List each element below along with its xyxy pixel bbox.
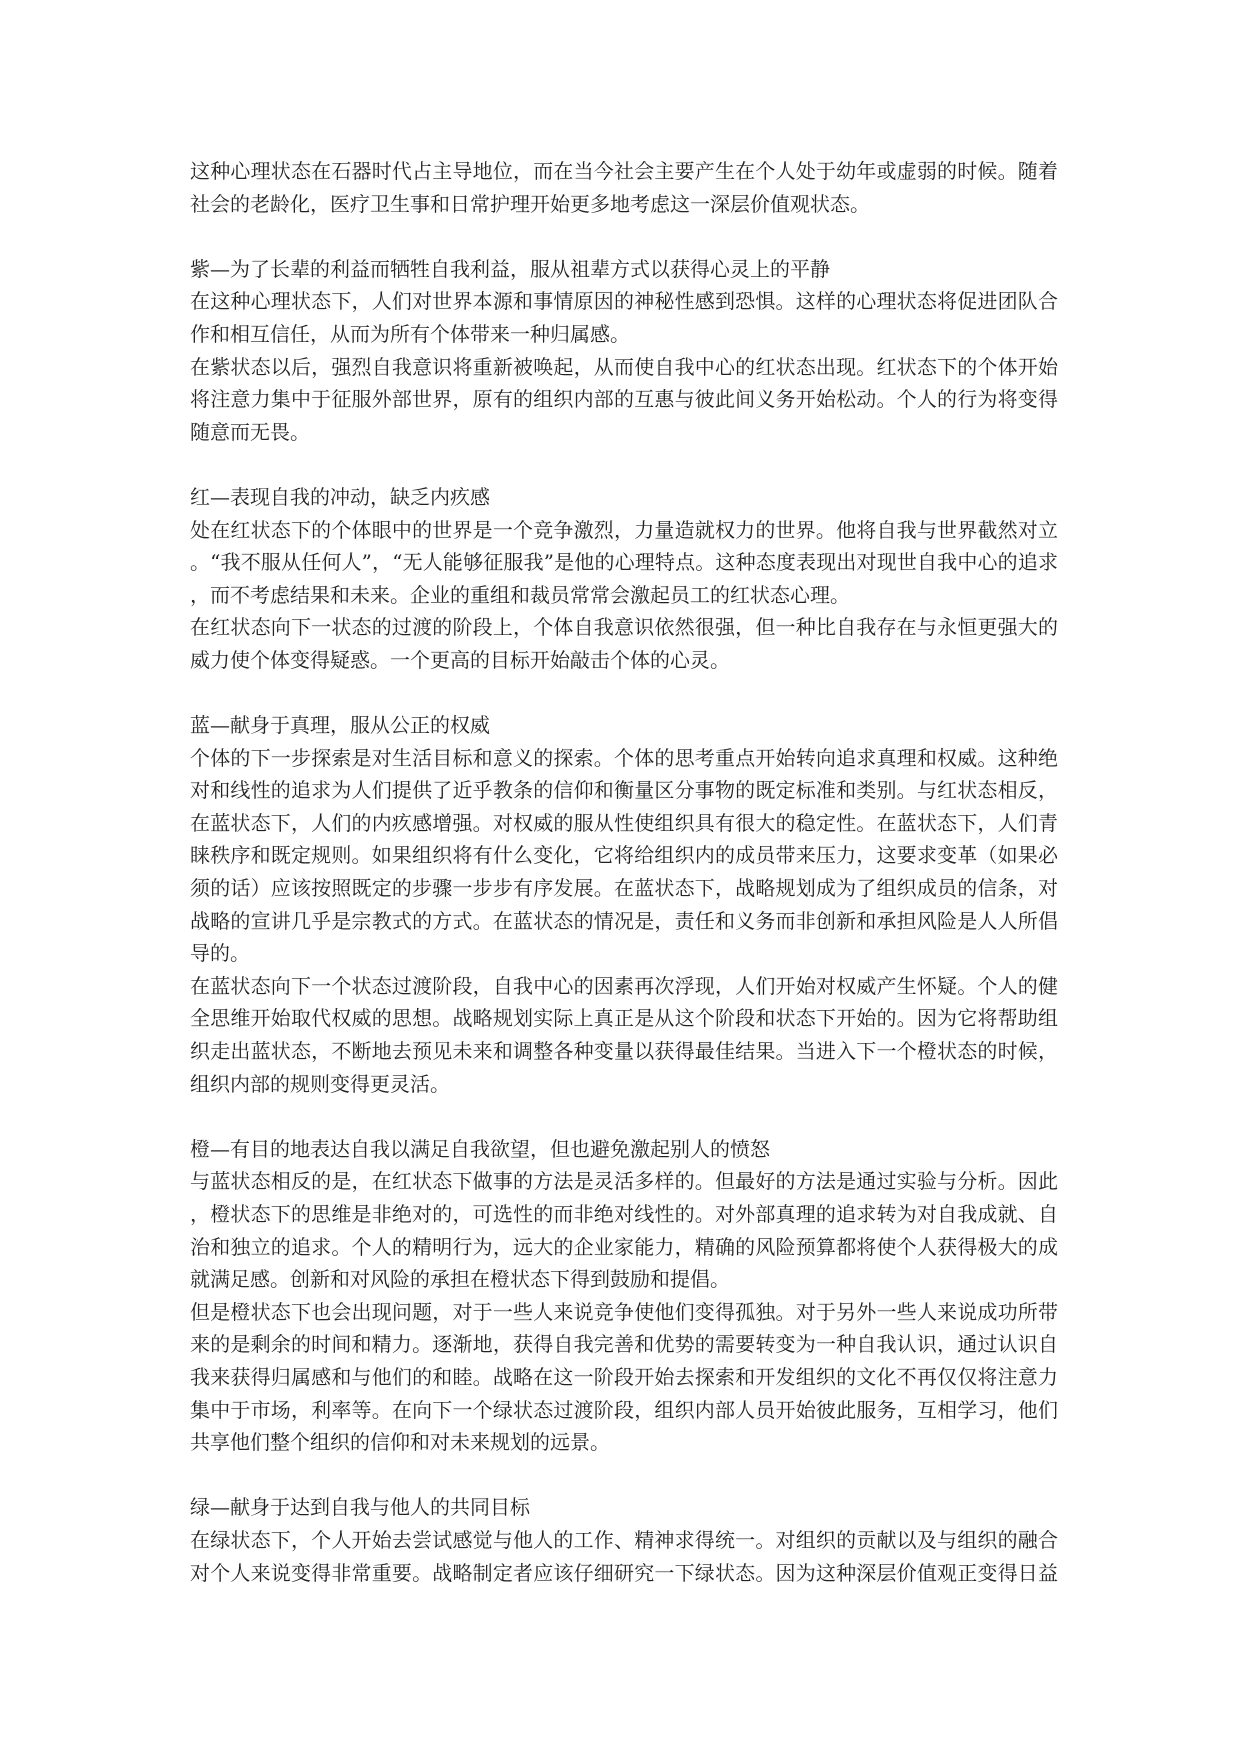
- text-line: 。“我不服从任何人”，“无人能够征服我”是他的心理特点。这种态度表现出对现世自我中心的追求: [190, 550, 1058, 575]
- text-line: 须的话）应该按照既定的步骤一步步有序发展。在蓝状态下，战略规划成为了组织成员的信条，对: [190, 876, 1058, 901]
- paragraph: [190, 351, 1058, 449]
- section-green: [190, 1491, 1058, 1589]
- paragraph: [190, 611, 1058, 676]
- text-line: 将注意力集中于征服外部世界，原有的组织内部的互惠与彼此间义务开始松动。个人的行为将变得: [190, 387, 1058, 412]
- paragraph: [190, 1296, 1058, 1459]
- text-line: 治和独立的追求。个人的精明行为，远大的企业家能力，精确的风险预算都将使个人获得极大的成: [190, 1234, 1058, 1259]
- paragraph: [190, 285, 1058, 350]
- intro-paragraph: [190, 155, 1058, 220]
- section-heading: 绿—献身于达到自我与他人的共同目标: [190, 1495, 530, 1520]
- paragraph: [190, 970, 1058, 1100]
- text-line: 在蓝状态向下一个状态过渡阶段，自我中心的因素再次浮现，人们开始对权威产生怀疑。个人的健: [190, 973, 1058, 998]
- text-line: 我来获得归属感和与他们的和睦。战略在这一阶段开始去探索和开发组织的文化不再仅仅将注意力: [190, 1364, 1058, 1389]
- paragraph: [190, 514, 1058, 612]
- section-heading: 蓝—献身于真理，服从公正的权威: [190, 713, 490, 738]
- text-line: 在这种心理状态下，人们对世界本源和事情原因的神秘性感到恐惧。这样的心理状态将促进团队合: [190, 289, 1058, 314]
- text-line: 威力使个体变得疑惑。一个更高的目标开始敲击个体的心灵。: [190, 647, 730, 672]
- text-line: 在紫状态以后，强烈自我意识将重新被唤起，从而使自我中心的红状态出现。红状态下的个体开始: [190, 354, 1058, 379]
- text-line: 但是橙状态下也会出现问题，对于一些人来说竞争使他们变得孤独。对于另外一些人来说成功所带: [190, 1299, 1058, 1324]
- text-line: 在绿状态下，个人开始去尝试感觉与他人的工作、精神求得统一。对组织的贡献以及与组织的融合: [190, 1527, 1058, 1552]
- text-line: 个体的下一步探索是对生活目标和意义的探索。个体的思考重点开始转向追求真理和权威。这种绝: [190, 745, 1058, 770]
- text-line: 导的。: [190, 941, 250, 966]
- text-line: 在蓝状态下，人们的内疚感增强。对权威的服从性使组织具有很大的稳定性。在蓝状态下，人们青: [190, 810, 1058, 835]
- paragraph: [190, 1524, 1058, 1589]
- text-line: 组织内部的规则变得更灵活。: [190, 1071, 450, 1096]
- section-heading: 橙—有目的地表达自我以满足自我欲望，但也避免激起别人的愤怒: [190, 1136, 770, 1161]
- text-line: 对个人来说变得非常重要。战略制定者应该仔细研究一下绿状态。因为这种深层价值观正变得日益: [190, 1560, 1058, 1585]
- section-heading: 紫—为了长辈的利益而牺牲自我利益，服从祖辈方式以获得心灵上的平静: [190, 256, 830, 281]
- text-line: 与蓝状态相反的是，在红状态下做事的方法是灵活多样的。但最好的方法是通过实验与分析。因此: [190, 1169, 1058, 1194]
- text-line: 随意而无畏。: [190, 419, 310, 444]
- text-line: 睐秩序和既定规则。如果组织将有什么变化，它将给组织内的成员带来压力，这要求变革（如果必: [190, 843, 1058, 868]
- text-line: 对和线性的追求为人们提供了近乎教条的信仰和衡量区分事物的既定标准和类别。与红状态相反，: [190, 778, 1058, 803]
- text-line: 集中于市场，利率等。在向下一个绿状态过渡阶段，组织内部人员开始彼此服务，互相学习，他们: [190, 1397, 1058, 1422]
- text-line: 来的是剩余的时间和精力。逐渐地，获得自我完善和优势的需要转变为一种自我认识，通过认识自: [190, 1332, 1058, 1357]
- section-red: [190, 481, 1058, 677]
- text-line: 作和相互信任，从而为所有个体带来一种归属感。: [190, 321, 630, 346]
- text-line: 在红状态向下一状态的过渡的阶段上，个体自我意识依然很强，但一种比自我存在与永恒更强大的: [190, 615, 1058, 640]
- text-line: ，而不考虑结果和未来。企业的重组和裁员常常会激起员工的红状态心理。: [190, 582, 850, 607]
- document-body: [190, 155, 1058, 1589]
- text-line: 共享他们整个组织的信仰和对未来规划的远景。: [190, 1430, 610, 1455]
- text-line: 织走出蓝状态，不断地去预见未来和调整各种变量以获得最佳结果。当进入下一个橙状态的时候，: [190, 1039, 1058, 1064]
- section-heading: 红—表现自我的冲动，缺乏内疚感: [190, 484, 490, 509]
- text-line: 这种心理状态在石器时代占主导地位，而在当今社会主要产生在个人处于幼年或虚弱的时候。随着: [190, 159, 1058, 183]
- text-line: 全思维开始取代权威的思想。战略规划实际上真正是从这个阶段和状态下开始的。因为它将帮助组: [190, 1006, 1058, 1031]
- text-line: 就满足感。创新和对风险的承担在橙状态下得到鼓励和提倡。: [190, 1267, 730, 1292]
- section-purple: [190, 253, 1058, 449]
- text-line: 战略的宣讲几乎是宗教式的方式。在蓝状态的情况是，责任和义务而非创新和承担风险是人人所倡: [190, 908, 1058, 933]
- text-line: 社会的老龄化，医疗卫生事和日常护理开始更多地考虑这一深层价值观状态。: [190, 191, 870, 216]
- section-orange: [190, 1133, 1058, 1459]
- section-blue: [190, 709, 1058, 1100]
- text-line: 处在红状态下的个体眼中的世界是一个竞争激烈，力量造就权力的世界。他将自我与世界截然对立: [190, 517, 1058, 542]
- paragraph: [190, 1165, 1058, 1295]
- text-line: ，橙状态下的思维是非绝对的，可选性的而非绝对线性的。对外部真理的追求转为对自我成就、自: [190, 1202, 1058, 1226]
- paragraph: [190, 742, 1058, 970]
